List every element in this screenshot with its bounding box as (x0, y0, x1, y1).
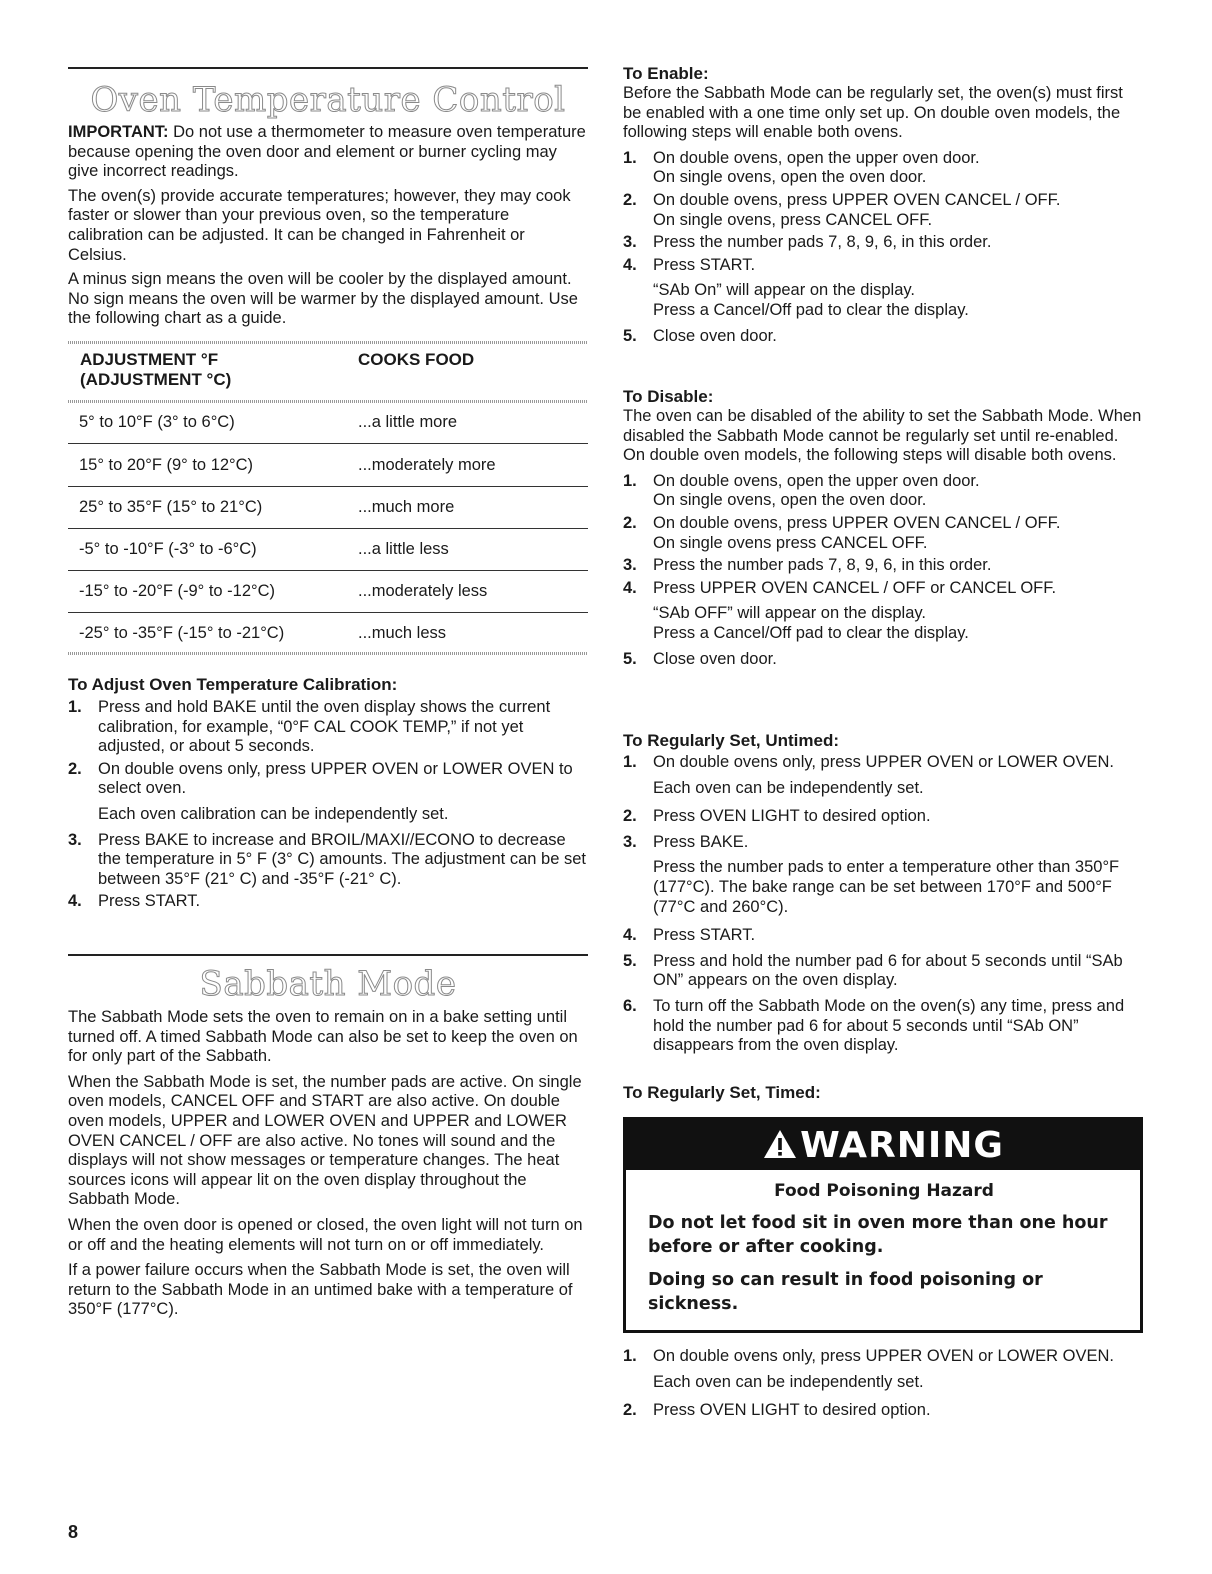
step-note: Each oven can be independently set. (653, 778, 924, 797)
step-number: 1. (623, 471, 637, 490)
list-item (623, 191, 1143, 230)
warning-hazard: Food Poisoning Hazard (774, 1181, 994, 1201)
step-note: Press the number pads to enter a temperature other than 350°F (177°C). The bake range can be set between 170°F and 500°F (77°C and 260°C). (653, 858, 1120, 916)
step-note-line: “SAb OFF” will appear on the display. (653, 604, 926, 623)
step-text: Press START. (98, 892, 201, 911)
table-cell-adjustment: -15° to -20°F (-9° to -12°C) (79, 582, 276, 600)
warning-body (626, 1170, 1140, 1316)
timed-steps (623, 1347, 1143, 1421)
important-text: Do not use a thermometer to measure oven temperature because opening the oven door and element or burner cycling may give incorrect readings. (68, 123, 586, 181)
step-note (623, 604, 1143, 643)
step-number: 3. (623, 233, 637, 252)
step-text: On single ovens, press CANCEL OFF. (653, 210, 933, 229)
step-text: Press and hold the number pad 6 for about 5 seconds until “SAb ON” appears on the oven display. (653, 951, 1123, 990)
step-text: Press the number pads 7, 8, 9, 6, in this order. (653, 233, 992, 252)
step-text: Press BAKE. (653, 832, 749, 851)
step-number: 1. (623, 148, 637, 167)
step-text: On double ovens only, press UPPER OVEN or LOWER OVEN. (653, 753, 1114, 771)
step-number: 4. (623, 255, 637, 274)
step-text: To turn off the Sabbath Mode on the oven(s) any time, press and hold the number pad 6 for about 5 seconds until “SAb ON” disappears from the oven display. (653, 996, 1125, 1055)
sabbath-rule (68, 954, 588, 956)
sabbath-paragraph: If a power failure occurs when the Sabbath Mode is set, the oven will return to the Sabbath Mode in an untimed bake with a temperature of 350°F (177°C). (68, 1261, 573, 1319)
step-text: On double ovens, press UPPER OVEN CANCEL / OFF. (653, 190, 1061, 209)
step-text: On single ovens, open the oven door. (653, 491, 927, 510)
table-cell-cooks: ...moderately less (358, 582, 488, 600)
list-item (623, 256, 1143, 276)
step-number: 2. (623, 513, 637, 532)
step-note-line: “SAb On” will appear on the display. (653, 281, 915, 300)
list-item (68, 892, 588, 912)
step-number: 3. (68, 830, 82, 849)
list-item (623, 579, 1143, 599)
list-item (623, 833, 1143, 853)
table-cell-cooks: ...a little less (358, 540, 449, 558)
list-item (623, 327, 1143, 347)
step-note-line: Press a Cancel/Off pad to clear the display. (653, 300, 969, 319)
step-number: 3. (623, 832, 637, 851)
list-item (68, 698, 588, 757)
step-text: Press OVEN LIGHT to desired option. (653, 807, 931, 826)
table-cell-adjustment: 5° to 10°F (3° to 6°C) (79, 413, 235, 431)
step-number: 6. (623, 996, 637, 1015)
step-note: Each oven can be independently set. (653, 1372, 924, 1391)
timed-heading: To Regularly Set, Timed: (623, 1083, 821, 1102)
step-number: 1. (623, 1347, 637, 1365)
list-item (623, 556, 1143, 576)
step-text: On single ovens, open the oven door. (653, 168, 927, 187)
list-item (623, 952, 1143, 991)
list-item (623, 650, 1143, 670)
table-row (68, 444, 588, 487)
step-text: Press OVEN LIGHT to desired option. (653, 1401, 931, 1420)
list-item (623, 1347, 1143, 1367)
table-row (68, 612, 588, 654)
important-paragraph (68, 123, 588, 182)
step-text: Press START. (653, 926, 756, 945)
list-item (623, 753, 1143, 773)
step-number: 2. (68, 759, 82, 778)
step-text: Close oven door. (653, 326, 777, 345)
table-row (68, 401, 588, 444)
step-number: 3. (623, 556, 637, 575)
table-cell-cooks: ...much less (358, 624, 447, 642)
enable-section (623, 64, 1143, 346)
warning-header (626, 1120, 1140, 1170)
step-text: On double ovens only, press UPPER OVEN or LOWER OVEN to select oven. (98, 759, 573, 798)
untimed-section (623, 731, 1143, 1056)
step-text: On double ovens, open the upper oven door. (653, 471, 980, 490)
calibration-heading: To Adjust Oven Temperature Calibration: (68, 675, 398, 694)
step-number: 5. (623, 649, 637, 668)
calibration-section (68, 675, 588, 912)
list-item (623, 997, 1143, 1056)
page-number: 8 (68, 1522, 79, 1542)
disable-section (623, 387, 1143, 669)
table-header-cooks-food: COOKS FOOD (358, 350, 475, 369)
untimed-heading: To Regularly Set, Untimed: (623, 731, 839, 750)
step-number: 1. (623, 753, 637, 771)
top-rule-left (68, 67, 588, 69)
table-row (68, 486, 588, 529)
table-top-dots (68, 341, 588, 344)
step-text: On double ovens, press UPPER OVEN CANCEL / OFF. (653, 513, 1061, 532)
list-item (623, 514, 1143, 553)
table-cell-adjustment: -5° to -10°F (-3° to -6°C) (79, 540, 257, 558)
table-cell-cooks: ...moderately more (358, 456, 496, 474)
step-text: Close oven door. (653, 649, 777, 668)
sabbath-body (68, 1008, 588, 1320)
warning-line: Do not let food sit in oven more than one hour before or after cooking. (648, 1213, 1108, 1257)
enable-heading: To Enable: (623, 64, 709, 83)
warning-line: Doing so can result in food poisoning or sickness. (648, 1270, 1043, 1314)
table-header-adjustment-f: ADJUSTMENT °F (80, 350, 219, 369)
list-item (623, 233, 1143, 253)
step-text: Press the number pads 7, 8, 9, 6, in this order. (653, 556, 992, 575)
sabbath-title: Sabbath Mode (199, 964, 457, 1004)
table-cell-cooks: ...much more (358, 498, 455, 516)
sabbath-paragraph: The Sabbath Mode sets the oven to remain on in a bake setting until turned off. A timed Sabbath Mode can also be set to keep the oven on for only part of the Sabbath. (68, 1008, 578, 1066)
table-row (68, 570, 588, 613)
step-number: 4. (623, 926, 637, 945)
table-cell-adjustment: 25° to 35°F (15° to 21°C) (79, 498, 263, 516)
oven-temp-title: Oven Temperature Control (90, 80, 566, 120)
list-item (68, 760, 588, 799)
step-number: 4. (68, 892, 82, 911)
table-bottom-dots (68, 652, 588, 655)
calibration-paragraph: The oven(s) provide accurate temperatures; however, they may cook faster or slower than your previous oven, so the temperature calibration can be adjusted. It can be changed in Fahrenheit or Celsius. (68, 186, 571, 264)
step-text: Press UPPER OVEN CANCEL / OFF or CANCEL OFF. (653, 578, 1057, 597)
list-item (623, 472, 1143, 511)
table-cell-adjustment: -25° to -35°F (-15° to -21°C) (79, 624, 285, 642)
step-note: Each oven calibration can be independently set. (98, 804, 449, 823)
step-number: 1. (68, 698, 82, 716)
list-item (68, 831, 588, 890)
list-item (623, 926, 1143, 946)
step-text: On single ovens press CANCEL OFF. (653, 533, 928, 552)
step-number: 2. (623, 190, 637, 209)
important-label: IMPORTANT: (68, 123, 169, 141)
disable-intro: The oven can be disabled of the ability to set the Sabbath Mode. When disabled the Sabbath Mode cannot be regularly set until re-enabled. On double oven models, the following steps will disable both ovens. (623, 407, 1142, 465)
warning-triangle-icon (762, 1128, 798, 1160)
step-note (623, 281, 1143, 320)
step-text: Press and hold BAKE until the oven display shows the current calibration, for example, “0°F CAL COOK TEMP,” if not yet adjusted, or about 5 seconds. (98, 698, 551, 756)
list-item (623, 1401, 1143, 1421)
step-note-line: Press a Cancel/Off pad to clear the display. (653, 623, 969, 642)
disable-heading: To Disable: (623, 387, 714, 406)
step-number: 2. (623, 807, 637, 826)
enable-intro: Before the Sabbath Mode can be regularly set, the oven(s) must first be enabled with a one time only set up. On double oven models, the following steps will enable both ovens. (623, 84, 1123, 142)
table-header (80, 350, 580, 390)
step-text: Press BAKE to increase and BROIL/MAXI//ECONO to decrease the temperature in 5° F (3° C) amounts. The adjustment can be set between 35°F (21° C) and -35°F (-21° C). (98, 830, 586, 888)
table-header-adjustment-c: (ADJUSTMENT °C) (80, 370, 232, 389)
step-number: 5. (623, 951, 637, 970)
list-item (623, 149, 1143, 188)
table-cell-adjustment: 15° to 20°F (9° to 12°C) (79, 456, 254, 474)
table-row (68, 528, 588, 571)
sabbath-paragraph: When the oven door is opened or closed, the oven light will not turn on or off and the heating elements will not turn on or off immediately. (68, 1215, 583, 1254)
sabbath-paragraph: When the Sabbath Mode is set, the number pads are active. On single oven models, CANCEL OFF and START are also active. On double oven models, UPPER and LOWER OVEN and UPPER and LOWER OVEN CANCEL / OFF are also active. No tones will sound and the displays will not show messages or temperature changes. The heat sources icons will appear lit on the oven display throughout the Sabbath Mode. (68, 1072, 582, 1209)
step-text: On double ovens, open the upper oven door. (653, 148, 980, 167)
step-text: Press START. (653, 255, 756, 274)
step-number: 5. (623, 326, 637, 345)
step-number: 4. (623, 578, 637, 597)
step-number: 2. (623, 1401, 637, 1420)
warning-box (623, 1117, 1143, 1333)
minus-sign-paragraph: A minus sign means the oven will be cooler by the displayed amount. No sign means the oven will be warmer by the displayed amount. Use the following chart as a guide. (68, 270, 578, 328)
warning-label: WARNING (800, 1125, 1004, 1166)
table-cell-cooks: ...a little more (358, 413, 458, 431)
step-text: On double ovens only, press UPPER OVEN or LOWER OVEN. (653, 1347, 1114, 1365)
list-item (623, 807, 1143, 827)
oven-temp-intro (68, 123, 588, 329)
